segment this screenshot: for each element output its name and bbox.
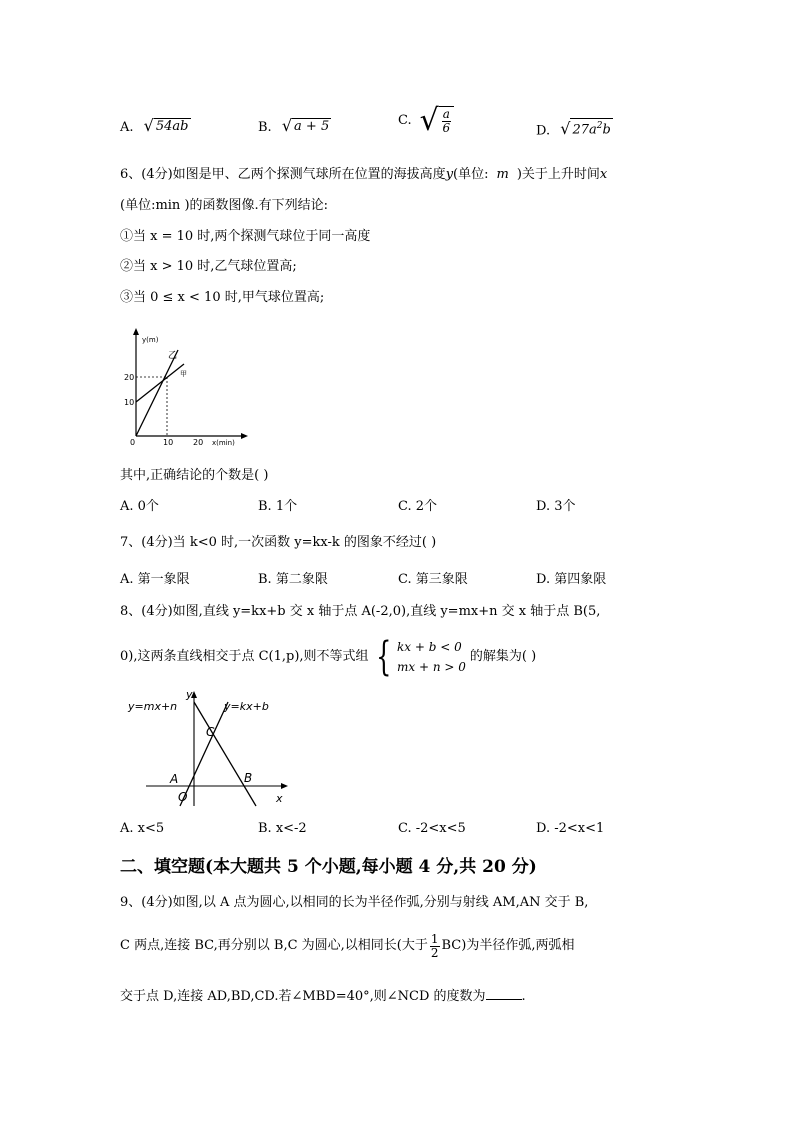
q5-option-c-fraction: [439, 106, 454, 136]
q5-option-d-radicand-tail: b: [602, 122, 611, 138]
q8-label-y: y: [186, 688, 193, 701]
q8-stem-text-post: 的解集为( ): [469, 649, 537, 664]
q9-fraction-numerator: 1: [430, 931, 439, 946]
q9-line2: [120, 928, 574, 964]
q8-stem-line1: 8、(4分)如图,直线 y=kx+b 交 x 轴于点 A(-2,0),直线 y=mx+n 交 x 轴于点 B(5,: [120, 604, 601, 619]
q6-tick-0: 0: [130, 438, 136, 447]
q8-label-x: x: [276, 792, 283, 805]
q5-option-d-radicand: [570, 118, 612, 137]
q9-answer-blank[interactable]: [486, 987, 522, 1000]
q9-line2-post: BC)为半径作弧,两弧相: [441, 938, 575, 953]
q7-option-b: B. 第二象限: [258, 572, 328, 587]
q6-stem-var-y: y: [445, 167, 454, 182]
q5-option-b: [258, 118, 331, 137]
q8-brace: {: [375, 634, 391, 680]
q5-option-d-exponent: 2: [596, 121, 603, 131]
q8-option-b: B. x<-2: [258, 821, 307, 836]
q9-line2-pre: C 两点,连接 BC,再分别以 B,C 为圆心,以相同长(大于: [120, 938, 428, 953]
q9-fraction-denominator: 2: [430, 945, 439, 960]
q5-option-c-radical-sign: √: [419, 103, 439, 138]
q6-option-b: B. 1个: [258, 499, 298, 514]
q8-inequality-2: mx + n > 0: [397, 660, 466, 674]
q6-label-yi: 乙: [168, 351, 178, 361]
q6-ylabel: y(m): [142, 336, 159, 344]
q6-stem-text-c: )关于上升时间: [516, 167, 600, 182]
q7-option-c: C. 第三象限: [398, 572, 468, 587]
q6-tick-20x: 20: [193, 438, 204, 447]
q6-stem-unit-m: m: [496, 167, 509, 182]
q5-option-c-label: C.: [398, 113, 412, 128]
q5-option-d-radical: √ $27a^2b$: [560, 119, 611, 139]
q6-option-a: A. 0个: [120, 499, 159, 514]
q8-line-graph: [118, 686, 293, 808]
q8-inequality-1: kx + b < 0: [397, 640, 462, 654]
q9-line1: 9、(4分)如图,以 A 点为圆心,以相同的长为半径作弧,分别与射线 AM,AN 交于 B,: [120, 895, 589, 910]
q5-option-d-label: D.: [536, 123, 551, 139]
q7-stem: 7、(4分)当 k<0 时,一次函数 y=kx-k 的图象不经过( ): [120, 535, 437, 550]
q6-option-d: D. 3个: [536, 499, 576, 514]
q8-option-d: D. -2<x<1: [536, 821, 605, 836]
section-fill-in-title: 二、填空题(本大题共 5 个小题,每小题 4 分,共 20 分): [120, 857, 537, 877]
q5-option-a-radicand: 54ab: [155, 119, 189, 134]
q8-stem-line2: [120, 636, 536, 678]
q6-label-jia: 甲: [180, 370, 187, 378]
q6-option-c: C. 2个: [398, 499, 438, 514]
q5-option-a-radical: √ 54ab: [143, 116, 189, 135]
q8-label-mx: y=mx+n: [128, 700, 178, 713]
q5-option-c-numerator: a: [442, 107, 450, 121]
q5-option-c-denominator: 6: [442, 121, 451, 135]
q6-x-arrow-icon: [241, 433, 248, 439]
q9-line3-text: 交于点 D,连接 AD,BD,CD.若∠MBD=40°,则∠NCD 的度数为: [120, 989, 486, 1004]
q8-inequality-system: [397, 637, 466, 677]
q8-label-b: B: [244, 771, 253, 785]
q5-option-c-radical: [419, 103, 454, 138]
q6-stem-line1: [120, 166, 607, 184]
q6-line-yi: [136, 350, 178, 436]
q5-option-a-label: A.: [120, 120, 134, 135]
q8-label-kx: y=kx+b: [224, 700, 269, 713]
q6-y-arrow-icon: [133, 328, 139, 335]
q8-label-c: C: [206, 725, 215, 739]
q5-option-b-radicand: a + 5: [294, 119, 330, 134]
q5-option-a: [120, 118, 191, 137]
q5-option-d-radicand-base: 27a: [572, 122, 597, 138]
q9-fraction-half: [430, 933, 440, 960]
q6-function-graph: [120, 322, 250, 450]
q8-option-c: C. -2<x<5: [398, 821, 466, 836]
q8-label-o: O: [178, 790, 188, 804]
q6-conclusion-1: ①当 x = 10 时,两个探测气球位于同一高度: [120, 229, 371, 244]
q6-tick-20y: 20: [124, 373, 135, 382]
q6-line-jia: [136, 364, 184, 402]
q9-line3: [120, 987, 526, 1006]
q5-option-d: [536, 118, 613, 140]
q6-stem-text-b: (单位:: [453, 167, 489, 182]
q6-stem-var-x: x: [599, 167, 608, 182]
q8-label-a: A: [170, 772, 179, 786]
q8-stem-text-pre: 0),这两条直线相交于点 C(1,p),则不等式组: [120, 649, 369, 664]
q6-question: 其中,正确结论的个数是( ): [120, 468, 269, 483]
q8-x-arrow-icon: [281, 783, 288, 789]
q6-conclusion-2: ②当 x > 10 时,乙气球位置高;: [120, 259, 297, 274]
q8-option-a: A. x<5: [120, 821, 165, 836]
q6-tick-10y: 10: [124, 398, 135, 407]
q5-option-b-radical: √ a + 5: [281, 116, 330, 135]
q9-line3-period: .: [521, 989, 526, 1004]
q7-option-d: D. 第四象限: [536, 572, 607, 587]
q6-stem-line2: (单位:min )的函数图像.有下列结论:: [120, 198, 329, 213]
q5-option-c: [398, 103, 454, 138]
q6-stem-text-a: 6、(4分)如图是甲、乙两个探测气球所在位置的海拔高度: [120, 167, 446, 182]
q6-tick-10x: 10: [163, 438, 174, 447]
q5-option-b-label: B.: [258, 120, 272, 135]
q6-xlabel: x(min): [212, 439, 235, 447]
q7-option-a: A. 第一象限: [120, 572, 190, 587]
q6-conclusion-3: ③当 0 ≤ x < 10 时,甲气球位置高;: [120, 290, 325, 305]
